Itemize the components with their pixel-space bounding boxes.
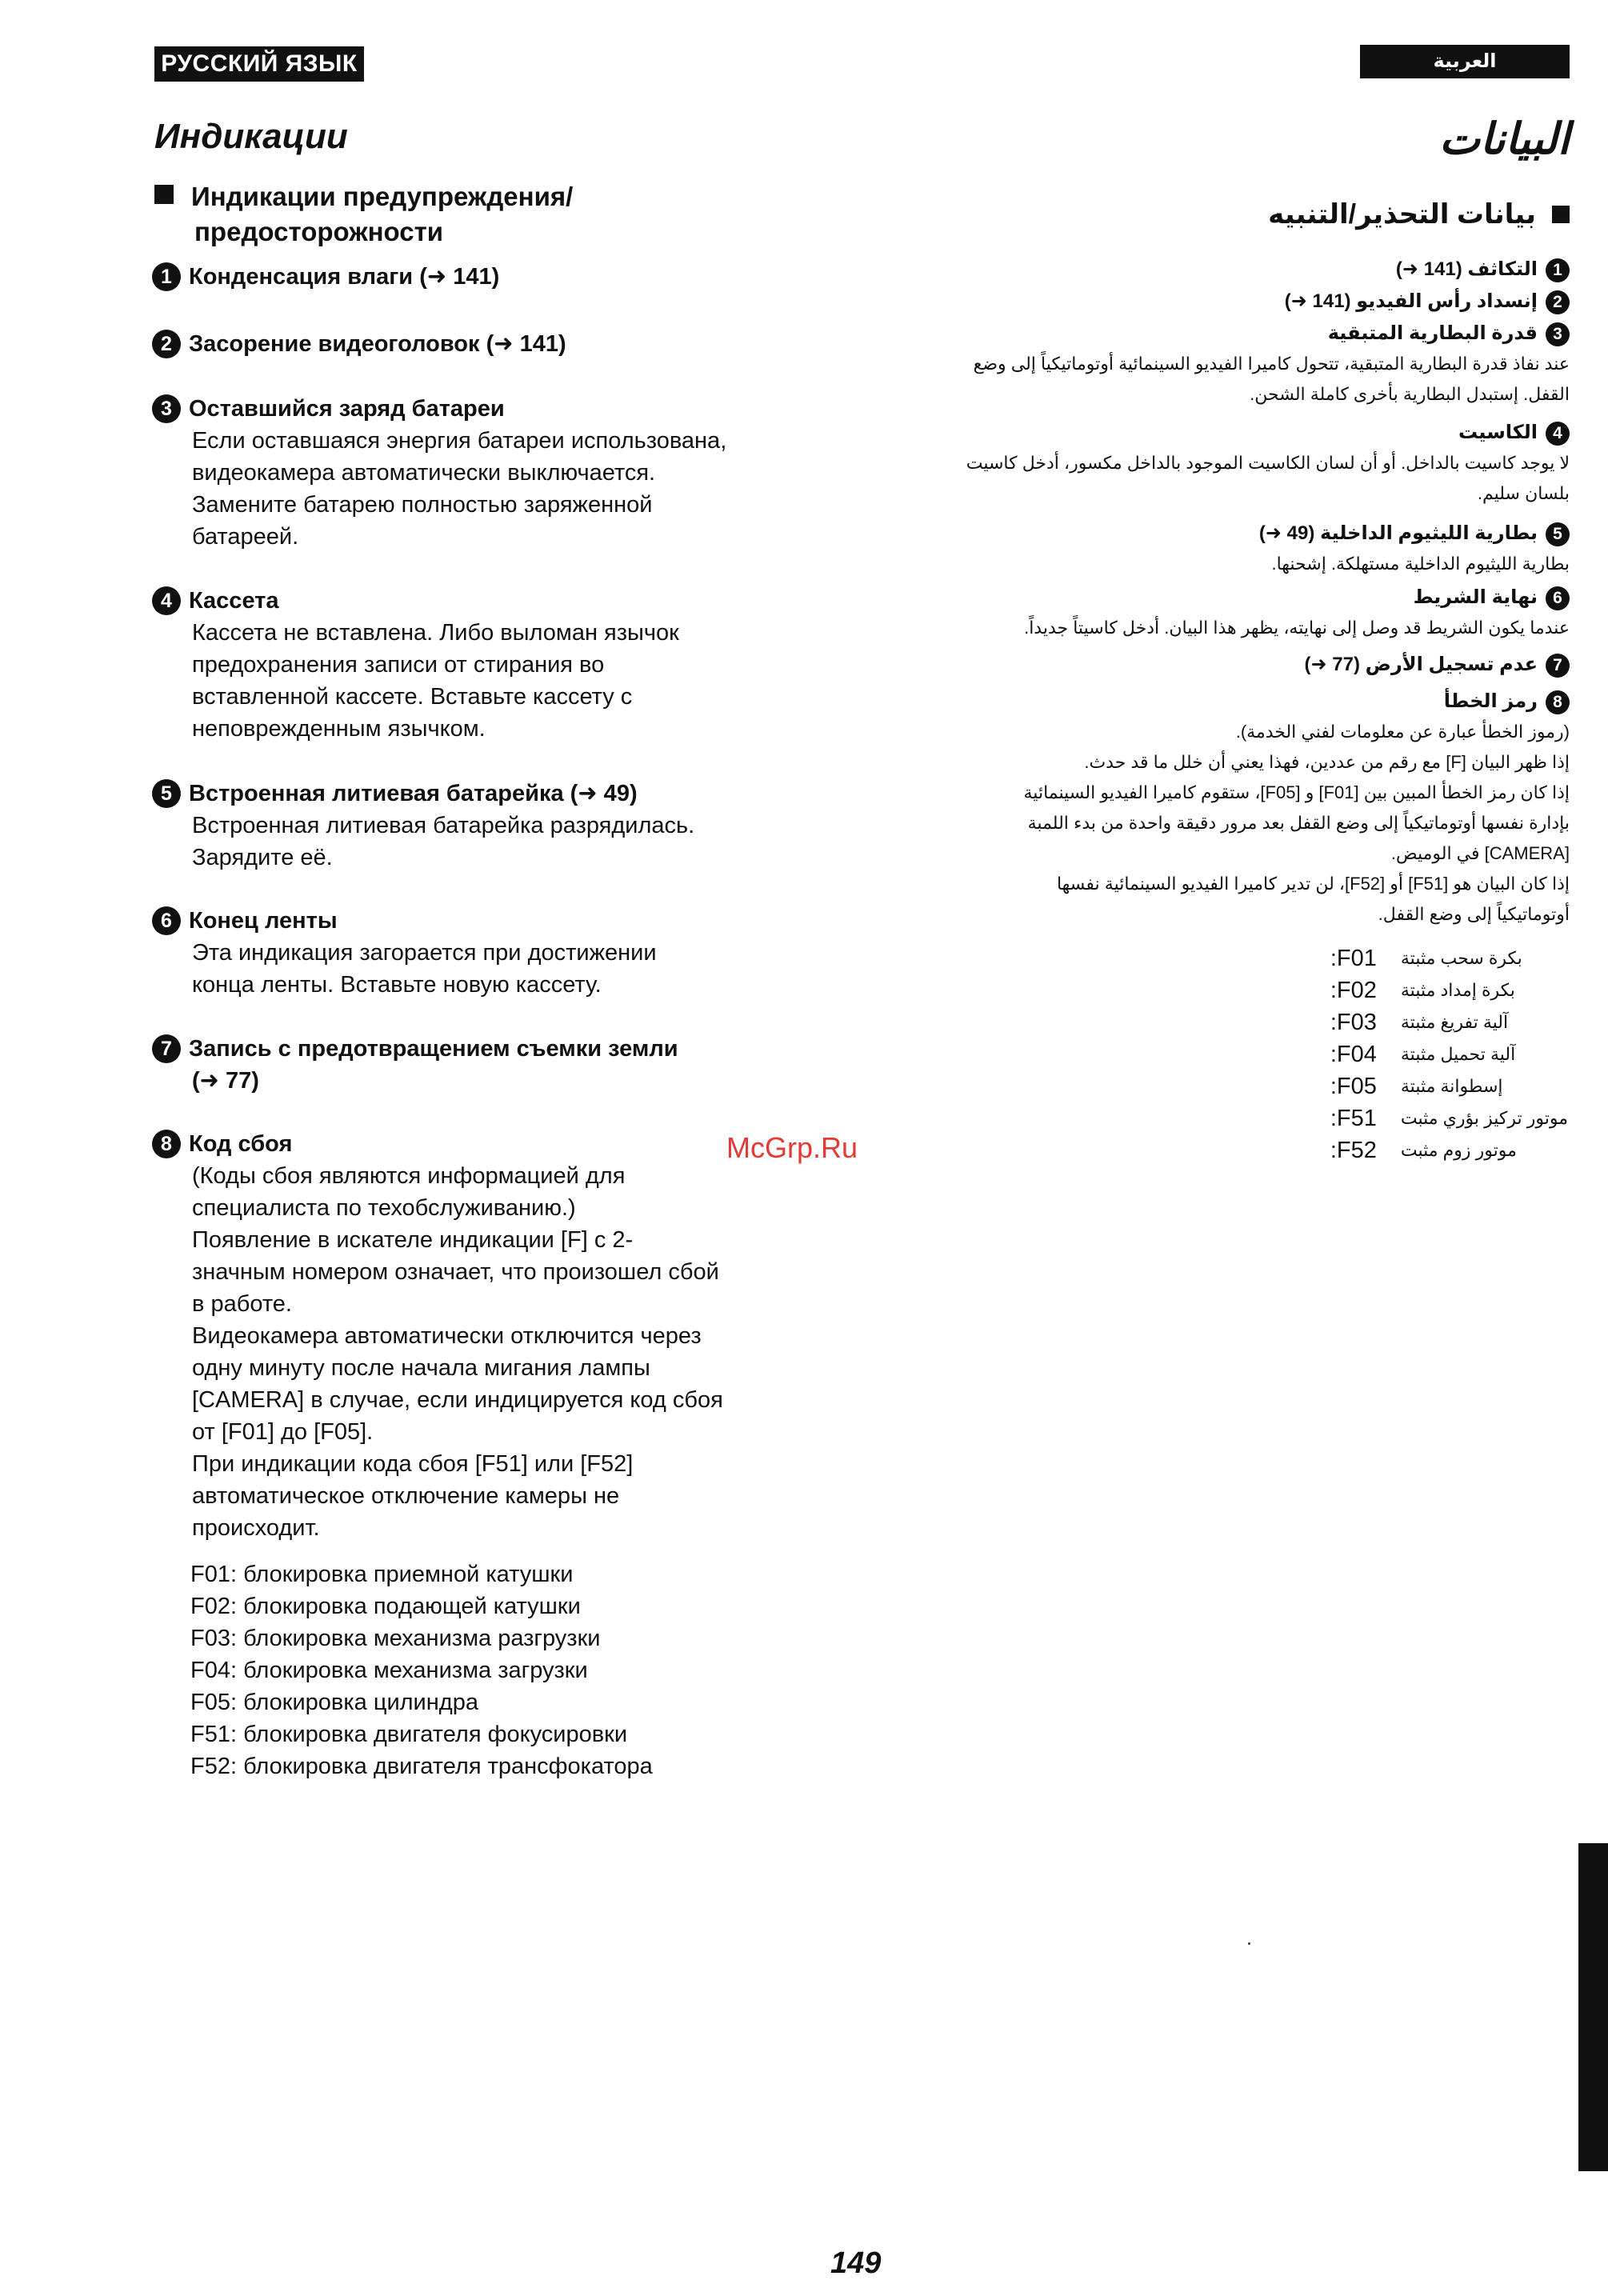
ru-item-title: Оставшийся заряд батареи [189, 396, 505, 422]
number-6-icon: 6 [1546, 586, 1570, 610]
number-2-icon: 2 [1546, 290, 1570, 314]
error-code-row: F04: блокировка механизма загрузки [190, 1658, 588, 1683]
body-line: конца ленты. Вставьте новую кассету. [192, 972, 602, 998]
error-code-row [1330, 1006, 1568, 1038]
body-line: значным номером означает, что произошел сбой [192, 1259, 719, 1285]
ru-item-6 [152, 905, 856, 1001]
ru-item-5 [152, 778, 856, 874]
number-1-icon: 1 [152, 262, 181, 291]
number-7-icon: 7 [1546, 654, 1570, 678]
ru-item-body [152, 1160, 856, 1544]
ru-item-8 [152, 1128, 856, 1544]
section-heading-russian [154, 179, 573, 250]
section-heading-arabic [1268, 198, 1570, 230]
number-8-icon: 8 [152, 1130, 181, 1158]
section-heading-text: بيانات التحذير/التنبيه [1268, 199, 1536, 230]
section-heading-line1: Индикации предупреждения/ [191, 182, 574, 211]
ru-item-7 [152, 1033, 856, 1097]
body-line: أوتوماتيكياً إلى وضع القفل. [1378, 904, 1570, 924]
ru-item-title: Встроенная литиевая батарейка (➜ 49) [189, 781, 638, 806]
ar-item-6 [938, 582, 1570, 643]
code-label: :F03 [1330, 1010, 1377, 1035]
code-label: :F04 [1330, 1042, 1377, 1067]
body-line: (رموز الخطأ عبارة عن معلومات لفني الخدمة). [1235, 722, 1570, 742]
code-description: بكرة سحب مثبتة [1400, 948, 1522, 968]
body-line: إذا كان رمز الخطأ المبين بين [F01] و [F05]، ستقوم كاميرا الفيديو السينمائية [1023, 782, 1570, 802]
code-description: إسطوانة مثبتة [1400, 1076, 1503, 1096]
ru-item-2 [152, 328, 856, 360]
ru-item-3 [152, 393, 856, 553]
body-line: Эта индикация загорается при достижении [192, 940, 657, 966]
ar-item-4 [938, 418, 1570, 509]
ar-item-title: إنسداد رأس الفيديو (141 ➜) [1284, 290, 1538, 312]
body-line: بلسان سليم. [1477, 483, 1570, 503]
bullet-square-icon [154, 185, 174, 204]
body-line: специалиста по техобслуживанию.) [192, 1195, 576, 1221]
body-line: [CAMERA] в случае, если индицируется код сбоя [192, 1387, 723, 1413]
body-line: в работе. [192, 1291, 292, 1317]
ru-item-4 [152, 585, 856, 745]
body-line: Появление в искателе индикации [F] с 2- [192, 1227, 634, 1253]
ar-item-title: التكاثف (141 ➜) [1395, 258, 1538, 280]
number-5-icon: 5 [1546, 522, 1570, 546]
body-line: предохранения записи от стирания во [192, 652, 605, 678]
body-line: от [F01] до [F05]. [192, 1419, 374, 1445]
code-label: :F02 [1330, 978, 1377, 1003]
code-label: :F51 [1330, 1106, 1377, 1131]
number-1-icon: 1 [1546, 258, 1570, 282]
ru-item-title: Конец ленты [189, 908, 338, 934]
body-line: Кассета не вставлена. Либо выломан язычок [192, 620, 679, 646]
body-line: вставленной кассете. Вставьте кассету с [192, 684, 633, 710]
page-title-russian: Индикации [154, 117, 348, 156]
error-code-row [1330, 942, 1568, 974]
body-line: Зарядите её. [192, 845, 333, 870]
ru-item-body [152, 617, 856, 745]
page-title-arabic: البيانات [1439, 115, 1570, 163]
code-description: آلية تحميل مثبتة [1400, 1044, 1516, 1064]
error-code-row [1330, 1102, 1568, 1134]
body-line: بإدارة نفسها أوتوماتيكياً إلى وضع القفل بعد مرور دقيقة واحدة من بدء اللمبة [1027, 813, 1570, 833]
ar-item-title: رمز الخطأ [1443, 690, 1538, 712]
body-line: видеокамера автоматически выключается. [192, 460, 656, 486]
ru-item-title: Код сбоя [189, 1131, 293, 1157]
body-line: Видеокамера автоматически отключится через [192, 1323, 702, 1349]
ru-item-title-continuation: (➜ 77) [192, 1068, 259, 1094]
body-line: Встроенная литиевая батарейка разрядилась. [192, 813, 695, 838]
ar-item-title: بطارية الليثيوم الداخلية (49 ➜) [1258, 522, 1538, 544]
code-description: موتور تركيز بؤري مثبت [1400, 1108, 1568, 1128]
body-line: بطارية الليثيوم الداخلية مستهلكة. إشحنها. [1271, 554, 1570, 574]
language-tab-russian: РУССКИЙ ЯЗЫК [154, 46, 364, 82]
body-line: القفل. إستبدل البطارية بأخرى كاملة الشحن. [1250, 384, 1570, 404]
watermark: McGrp.Ru [726, 1131, 858, 1164]
error-code-row: F01: блокировка приемной катушки [190, 1562, 574, 1587]
ar-item-title: نهاية الشريط [1413, 586, 1538, 608]
code-label: :F01 [1330, 946, 1377, 971]
number-5-icon: 5 [152, 779, 181, 808]
body-line: (Коды сбоя являются информацией для [192, 1163, 626, 1189]
ru-item-body [152, 937, 856, 1001]
code-description: بكرة إمداد مثبتة [1400, 980, 1515, 1000]
error-code-row: F02: блокировка подающей катушки [190, 1594, 581, 1619]
number-4-icon: 4 [1546, 422, 1570, 446]
body-line: При индикации кода сбоя [F51] или [F52] [192, 1451, 634, 1477]
error-code-row: F03: блокировка механизма разгрузки [190, 1626, 601, 1651]
page-number: 149 [830, 2246, 882, 2280]
ru-item-title: Засорение видеоголовок (➜ 141) [189, 331, 566, 357]
body-line: Если оставшаяся энергия батареи использована, [192, 428, 727, 454]
ru-error-code-list [190, 1558, 653, 1782]
ar-item-1 [938, 254, 1570, 285]
number-2-icon: 2 [152, 330, 181, 358]
ru-item-title: Конденсация влаги (➜ 141) [189, 264, 500, 290]
code-description: موتور زوم مثبت [1400, 1140, 1517, 1160]
number-3-icon: 3 [152, 394, 181, 423]
error-code-row [1330, 1134, 1568, 1166]
section-heading-line2: предосторожности [194, 217, 444, 246]
ar-error-code-list [1330, 942, 1568, 1166]
ru-item-title: Запись с предотвращением съемки земли [189, 1036, 678, 1062]
ru-item-body [152, 810, 856, 874]
number-8-icon: 8 [1546, 690, 1570, 714]
ar-item-8 [938, 686, 1570, 930]
number-3-icon: 3 [1546, 322, 1570, 346]
body-line: لا يوجد كاسيت بالداخل. أو أن لسان الكاسيت الموجود بالداخل مكسور، أدخل كاسيت [966, 453, 1570, 473]
code-label: :F05 [1330, 1074, 1377, 1099]
ru-item-1 [152, 261, 856, 293]
body-line: عندما يكون الشريط قد وصل إلى نهايته، يظهر هذا البيان. أدخل كاسيتاً جديداً. [1024, 618, 1570, 638]
body-line: автоматическое отключение камеры не [192, 1483, 620, 1509]
body-line: إذا كان البيان هو [F51] أو [F52]، لن تدير كاميرا الفيديو السينمائية نفسها [1056, 874, 1570, 894]
ar-item-title: الكاسيت [1458, 422, 1538, 443]
error-code-row: F51: блокировка двигателя фокусировки [190, 1722, 628, 1747]
ru-item-body [152, 425, 856, 553]
code-label: :F52 [1330, 1138, 1377, 1163]
error-code-row: F52: блокировка двигателя трансфокатора [190, 1754, 653, 1779]
body-line: [CAMERA] في الوميض. [1390, 843, 1570, 863]
bullet-square-icon [1552, 206, 1570, 223]
ar-item-2 [938, 286, 1570, 317]
error-code-row [1330, 974, 1568, 1006]
error-code-row [1330, 1070, 1568, 1102]
number-6-icon: 6 [152, 906, 181, 935]
body-line: عند نفاذ قدرة البطارية المتبقية، تتحول كاميرا الفيديو السينمائية أوتوماتيكياً إلى وضع [973, 354, 1570, 374]
ar-item-3 [938, 318, 1570, 410]
ar-item-title: عدم تسجيل الأرض (77 ➜) [1304, 654, 1538, 675]
side-thumb-tab [1578, 1843, 1608, 2171]
number-4-icon: 4 [152, 586, 181, 615]
ru-item-title: Кассета [189, 588, 279, 614]
error-code-row [1330, 1038, 1568, 1070]
body-line: батареей. [192, 524, 299, 550]
ar-item-title: قدرة البطارية المتبقية [1327, 322, 1538, 344]
body-line: одну минуту после начала мигания лампы [192, 1355, 650, 1381]
code-description: آلية تفريغ مثبتة [1400, 1012, 1509, 1032]
ar-item-5 [938, 518, 1570, 579]
body-line: неповрежденным язычком. [192, 716, 486, 742]
body-line: إذا ظهر البيان [F] مع رقم من عددين، فهذا يعني أن خلل ما قد حدث. [1084, 752, 1570, 772]
body-line: Замените батарею полностью заряженной [192, 492, 653, 518]
language-tab-arabic: العربية [1360, 45, 1570, 78]
number-7-icon: 7 [152, 1034, 181, 1063]
ar-item-7 [938, 650, 1570, 680]
body-line: происходит. [192, 1515, 320, 1541]
speck [1248, 1942, 1250, 1945]
error-code-row: F05: блокировка цилиндра [190, 1690, 478, 1715]
